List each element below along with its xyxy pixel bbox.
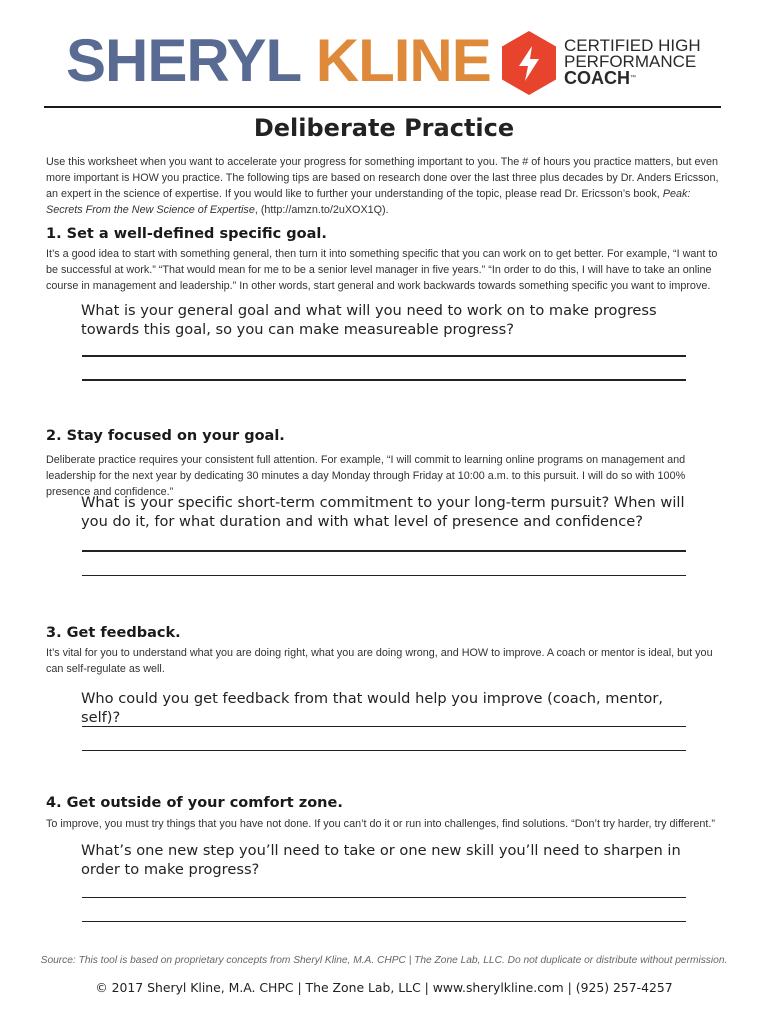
certification-label [564,38,701,87]
source-note: Source: This tool is based on proprietary concepts from Sheryl Kline, M.A. CHPC | The Zone Lab, LLC. Do not duplicate or distribute without permission. [40,955,728,966]
section-4-body: To improve, you must try things that you have not done. If you can’t do it or run into challenges, find solutions. “Don’t try harder, try different.” [46,818,715,830]
brand-last-name: KLINE [315,27,491,94]
section-2-heading: 2. Stay focused on your goal. [46,428,285,444]
intro-paragraph [46,154,726,218]
certification-line-3: COACH [564,68,630,88]
answer-line[interactable] [82,921,686,922]
intro-book-title: Peak: Secrets From the New Science of Expertise [46,188,691,216]
intro-text-after: , (http://amzn.to/2uXOX1Q). [254,204,389,216]
certification-line-1: CERTIFIED HIGH [564,36,701,55]
answer-line[interactable] [82,355,686,357]
section-3-question: Who could you get feedback from that would help you improve (coach, mentor, self)? [81,690,663,726]
copyright-line: © 2017 Sheryl Kline, M.A. CHPC | The Zone Lab, LLC | www.sherylkline.com | (925) 257-4257 [95,980,673,995]
brand-logo [66,26,491,96]
answer-line[interactable] [82,379,686,381]
section-4-question: What’s one new step you’ll need to take or one new skill you’ll need to sharpen in order to make progress? [81,842,681,878]
trademark-mark: ™ [630,75,636,81]
answer-line[interactable] [82,575,686,576]
page-header [0,0,768,108]
section-1-question: What is your general goal and what will you need to work on to make progress towards this goal, so you can make measureable progress? [81,302,657,338]
section-3-heading: 3. Get feedback. [46,625,181,641]
intro-text-before: Use this worksheet when you want to accelerate your progress for something important to you. The # of hours you practice matters, but even more important is HOW you practice. The following tips are based on research done over the last three plus decades by Dr. Anders Ericsson, an expert in the science of expertise. If you would like to further your understanding of the topic, please read Dr. Ericsson’s book, [46,156,719,200]
answer-line[interactable] [82,897,686,898]
section-1-heading: 1. Set a well-defined specific goal. [46,226,327,242]
answer-line[interactable] [82,726,686,727]
section-4-heading: 4. Get outside of your comfort zone. [46,795,343,811]
certification-line-2: PERFORMANCE [564,52,697,71]
section-2-question: What is your specific short-term commitment to your long-term pursuit? When will you do it, for what duration and with what level of presence and confidence? [81,494,685,530]
answer-line[interactable] [82,750,686,751]
brand-first-name: SHERYL [66,27,301,94]
header-divider [44,106,721,108]
section-2-body: Deliberate practice requires your consistent full attention. For example, “I will commit to learning online programs on management and leadership for the next year by dedicating 30 minutes a day Monday through Friday at 10:00 a.m. to this pursuit. I will do so with 100% presence and confidence.” [46,454,686,498]
section-1-body: It’s a good idea to start with something general, then turn it into something specific that you can work on to get better. For example, “I want to be successful at work.” “That would mean for me to be a senior level manager in five years.” “In order to do this, I will have to take an online course in management and leadership.” In other words, start general and work backwards towards something specific you want to improve. [46,248,718,292]
page-title: Deliberate Practice [253,114,515,142]
answer-line[interactable] [82,550,686,552]
lightning-badge-icon [500,30,558,96]
section-3-body: It’s vital for you to understand what you are doing right, what you are doing wrong, and HOW to improve. A coach or mentor is ideal, but you can self-regulate as well. [46,647,713,675]
